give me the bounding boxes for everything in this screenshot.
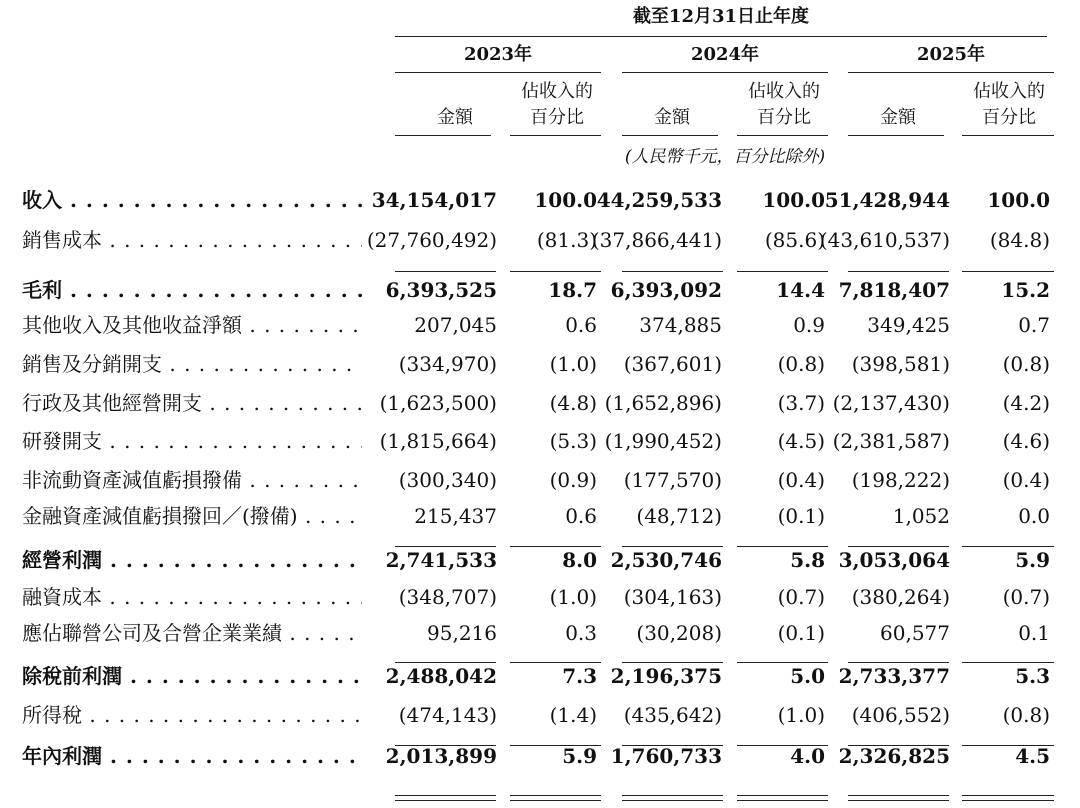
cell-pct-2023: 0.6: [565, 313, 597, 337]
cell-pct-2024: 100.0: [762, 188, 825, 212]
year-header-2025: 2025年: [916, 44, 986, 65]
amount-header-2024: 金額: [654, 107, 690, 128]
pct-header-2024-line2: 百分比: [757, 107, 811, 128]
cell-amount-2024: (48,712): [636, 504, 722, 528]
cell-amount-2023: 6,393,525: [385, 278, 497, 302]
cell-pct-2024: (0.8): [777, 352, 825, 376]
subtotal-rule: [848, 662, 949, 663]
table-row: [0, 499, 1080, 533]
cell-pct-2023: 5.9: [562, 744, 597, 768]
period-header: 截至12月31日止年度: [632, 6, 810, 27]
cell-amount-2025: (406,552): [851, 703, 950, 727]
subtotal-rule: [737, 662, 828, 663]
cell-pct-2024: (3.7): [777, 391, 825, 415]
cell-amount-2023: (348,707): [398, 585, 497, 609]
cell-pct-2024: (4.5): [777, 429, 825, 453]
cell-amount-2025: (380,264): [851, 585, 950, 609]
subtotal-rule: [395, 745, 496, 746]
cell-amount-2024: (177,570): [623, 468, 722, 492]
cell-pct-2023: 18.7: [548, 278, 597, 302]
year-rule-2025: [848, 72, 1054, 73]
subtotal-rule: [737, 546, 828, 547]
cell-amount-2025: 349,425: [867, 313, 950, 337]
cell-amount-2023: 2,013,899: [385, 744, 497, 768]
cell-pct-2024: (0.7): [777, 585, 825, 609]
table-row: [0, 698, 1080, 732]
table-row: [0, 424, 1080, 458]
table-row: [0, 463, 1080, 497]
total-double-rule: [848, 795, 949, 801]
row-label: 非流動資產減值虧損撥備 . . .: [22, 463, 362, 497]
subtotal-rule: [962, 271, 1054, 272]
table-row: [0, 273, 1080, 307]
cell-pct-2024: 5.0: [790, 664, 825, 688]
cell-amount-2025: (43,610,537): [819, 228, 950, 252]
cell-amount-2024: 374,885: [639, 313, 722, 337]
total-double-rule: [737, 795, 828, 801]
cell-amount-2025: (198,222): [851, 468, 950, 492]
cell-amount-2024: (30,208): [636, 621, 722, 645]
cell-amount-2023: 215,437: [414, 504, 497, 528]
cell-pct-2023: 0.6: [565, 504, 597, 528]
cell-amount-2024: (37,866,441): [591, 228, 722, 252]
table-row: [0, 616, 1080, 650]
cell-pct-2025: (0.8): [1002, 703, 1050, 727]
cell-amount-2024: (435,642): [623, 703, 722, 727]
subtotal-rule: [510, 271, 601, 272]
total-double-rule: [510, 795, 601, 801]
period-rule: [395, 36, 1047, 37]
subtotal-rule: [848, 271, 949, 272]
cell-pct-2023: 8.0: [562, 548, 597, 572]
cell-amount-2024: (304,163): [623, 585, 722, 609]
cell-amount-2025: (2,381,587): [832, 429, 950, 453]
cell-pct-2024: 5.8: [790, 548, 825, 572]
row-label: 收入 . . .: [22, 183, 362, 217]
year-header-2023: 2023年: [463, 44, 533, 65]
table-row: [0, 347, 1080, 381]
subtotal-rule: [848, 546, 949, 547]
pct-header-2023-line2: 百分比: [530, 107, 584, 128]
row-label: 研發開支 . . .: [22, 424, 362, 458]
subtotal-rule: [962, 546, 1054, 547]
cell-pct-2025: (4.2): [1002, 391, 1050, 415]
unit-note: (人民幣千元，百分比除外): [624, 147, 826, 167]
row-label: 銷售及分銷開支 . . .: [22, 347, 362, 381]
cell-pct-2024: (0.4): [777, 468, 825, 492]
row-label: 融資成本 . . .: [22, 580, 362, 614]
table-row: [0, 223, 1080, 257]
cell-pct-2023: (1.0): [549, 352, 597, 376]
cell-amount-2024: (1,990,452): [604, 429, 722, 453]
cell-pct-2025: (84.8): [989, 228, 1050, 252]
cell-amount-2025: 7,818,407: [838, 278, 950, 302]
cell-pct-2023: (1.0): [549, 585, 597, 609]
pct-header-2025-line2: 百分比: [982, 107, 1036, 128]
cell-amount-2025: 51,428,944: [824, 188, 950, 212]
cell-pct-2025: (0.4): [1002, 468, 1050, 492]
table-row: [0, 580, 1080, 614]
table-row: [0, 308, 1080, 342]
table-row: [0, 386, 1080, 420]
cell-amount-2023: 207,045: [414, 313, 497, 337]
amount-rule-2023: [395, 135, 491, 136]
pct-header-2025-line1: 佔收入的: [973, 81, 1045, 102]
cell-pct-2024: 4.0: [790, 744, 825, 768]
cell-pct-2023: (5.3): [549, 429, 597, 453]
cell-amount-2025: 2,733,377: [838, 664, 950, 688]
table-row: [0, 543, 1080, 577]
subtotal-rule: [737, 271, 828, 272]
cell-pct-2025: 5.3: [1015, 664, 1050, 688]
total-double-rule: [395, 795, 496, 801]
cell-pct-2025: 0.1: [1018, 621, 1050, 645]
cell-amount-2023: (1,815,664): [379, 429, 497, 453]
cell-amount-2024: 1,760,733: [610, 744, 722, 768]
subtotal-rule: [395, 662, 496, 663]
cell-amount-2023: (300,340): [398, 468, 497, 492]
subtotal-rule: [395, 546, 496, 547]
amount-header-2023: 金額: [437, 107, 473, 128]
pct-header-2024-line1: 佔收入的: [748, 81, 820, 102]
row-label: 經營利潤 . . .: [22, 543, 362, 577]
cell-pct-2025: (0.7): [1002, 585, 1050, 609]
cell-amount-2023: (334,970): [398, 352, 497, 376]
cell-amount-2024: (367,601): [623, 352, 722, 376]
row-label: 所得稅 . . .: [22, 698, 362, 732]
cell-amount-2023: 2,488,042: [385, 664, 497, 688]
cell-amount-2025: 60,577: [880, 621, 950, 645]
cell-pct-2025: 0.0: [1018, 504, 1050, 528]
cell-pct-2023: (4.8): [549, 391, 597, 415]
cell-pct-2025: 15.2: [1001, 278, 1050, 302]
cell-amount-2025: 3,053,064: [838, 548, 950, 572]
amount-rule-2025: [848, 135, 944, 136]
subtotal-rule: [622, 745, 723, 746]
total-double-rule: [622, 795, 723, 801]
cell-pct-2024: (1.0): [777, 703, 825, 727]
row-label: 行政及其他經營開支 . . .: [22, 386, 362, 420]
cell-pct-2024: (0.1): [777, 504, 825, 528]
cell-pct-2023: 100.0: [534, 188, 597, 212]
cell-amount-2023: (474,143): [398, 703, 497, 727]
row-label: 年內利潤 . . .: [22, 739, 362, 773]
cell-pct-2025: 100.0: [987, 188, 1050, 212]
subtotal-rule: [395, 271, 496, 272]
cell-pct-2025: 5.9: [1015, 548, 1050, 572]
cell-amount-2023: 34,154,017: [371, 188, 497, 212]
cell-pct-2025: 4.5: [1015, 744, 1050, 768]
pct-header-2023-line1: 佔收入的: [521, 81, 593, 102]
subtotal-rule: [510, 546, 601, 547]
cell-pct-2023: 7.3: [562, 664, 597, 688]
amount-rule-2024: [622, 135, 718, 136]
subtotal-rule: [737, 745, 828, 746]
cell-amount-2025: (2,137,430): [832, 391, 950, 415]
row-label: 應佔聯營公司及合營企業業績 . . .: [22, 616, 362, 650]
subtotal-rule: [848, 745, 949, 746]
cell-pct-2025: (4.6): [1002, 429, 1050, 453]
pct-rule-2023: [510, 135, 601, 136]
cell-amount-2023: (1,623,500): [379, 391, 497, 415]
cell-amount-2024: 44,259,533: [596, 188, 722, 212]
row-label: 除稅前利潤 . . .: [22, 659, 362, 693]
subtotal-rule: [622, 662, 723, 663]
year-rule-2024: [622, 72, 828, 73]
cell-amount-2023: (27,760,492): [366, 228, 497, 252]
cell-amount-2025: (398,581): [851, 352, 950, 376]
cell-amount-2024: 2,196,375: [610, 664, 722, 688]
cell-pct-2024: 14.4: [776, 278, 825, 302]
subtotal-rule: [962, 745, 1054, 746]
cell-amount-2024: (1,652,896): [604, 391, 722, 415]
pct-rule-2025: [962, 135, 1054, 136]
row-label: 銷售成本 . . .: [22, 223, 362, 257]
cell-amount-2025: 2,326,825: [838, 744, 950, 768]
subtotal-rule: [622, 271, 723, 272]
cell-pct-2024: (0.1): [777, 621, 825, 645]
subtotal-rule: [622, 546, 723, 547]
amount-header-2025: 金額: [880, 107, 916, 128]
cell-pct-2023: (0.9): [549, 468, 597, 492]
subtotal-rule: [962, 662, 1054, 663]
subtotal-rule: [510, 662, 601, 663]
year-header-2024: 2024年: [690, 44, 760, 65]
row-label: 其他收入及其他收益淨額 . . .: [22, 308, 362, 342]
cell-pct-2025: (0.8): [1002, 352, 1050, 376]
row-label: 金融資產減值虧損撥回／(撥備) . . .: [22, 499, 362, 533]
cell-pct-2023: (81.3): [536, 228, 597, 252]
cell-pct-2023: (1.4): [549, 703, 597, 727]
cell-pct-2024: 0.9: [793, 313, 825, 337]
cell-amount-2024: 2,530,746: [610, 548, 722, 572]
table-row: [0, 659, 1080, 693]
cell-pct-2024: (85.6): [764, 228, 825, 252]
table-row: [0, 183, 1080, 217]
cell-pct-2023: 0.3: [565, 621, 597, 645]
cell-amount-2025: 1,052: [892, 504, 950, 528]
subtotal-rule: [510, 745, 601, 746]
pct-rule-2024: [737, 135, 828, 136]
cell-amount-2023: 2,741,533: [385, 548, 497, 572]
cell-amount-2024: 6,393,092: [610, 278, 722, 302]
row-label: 毛利 . . .: [22, 273, 362, 307]
year-rule-2023: [395, 72, 601, 73]
cell-pct-2025: 0.7: [1018, 313, 1050, 337]
cell-amount-2023: 95,216: [427, 621, 497, 645]
total-double-rule: [962, 795, 1054, 801]
